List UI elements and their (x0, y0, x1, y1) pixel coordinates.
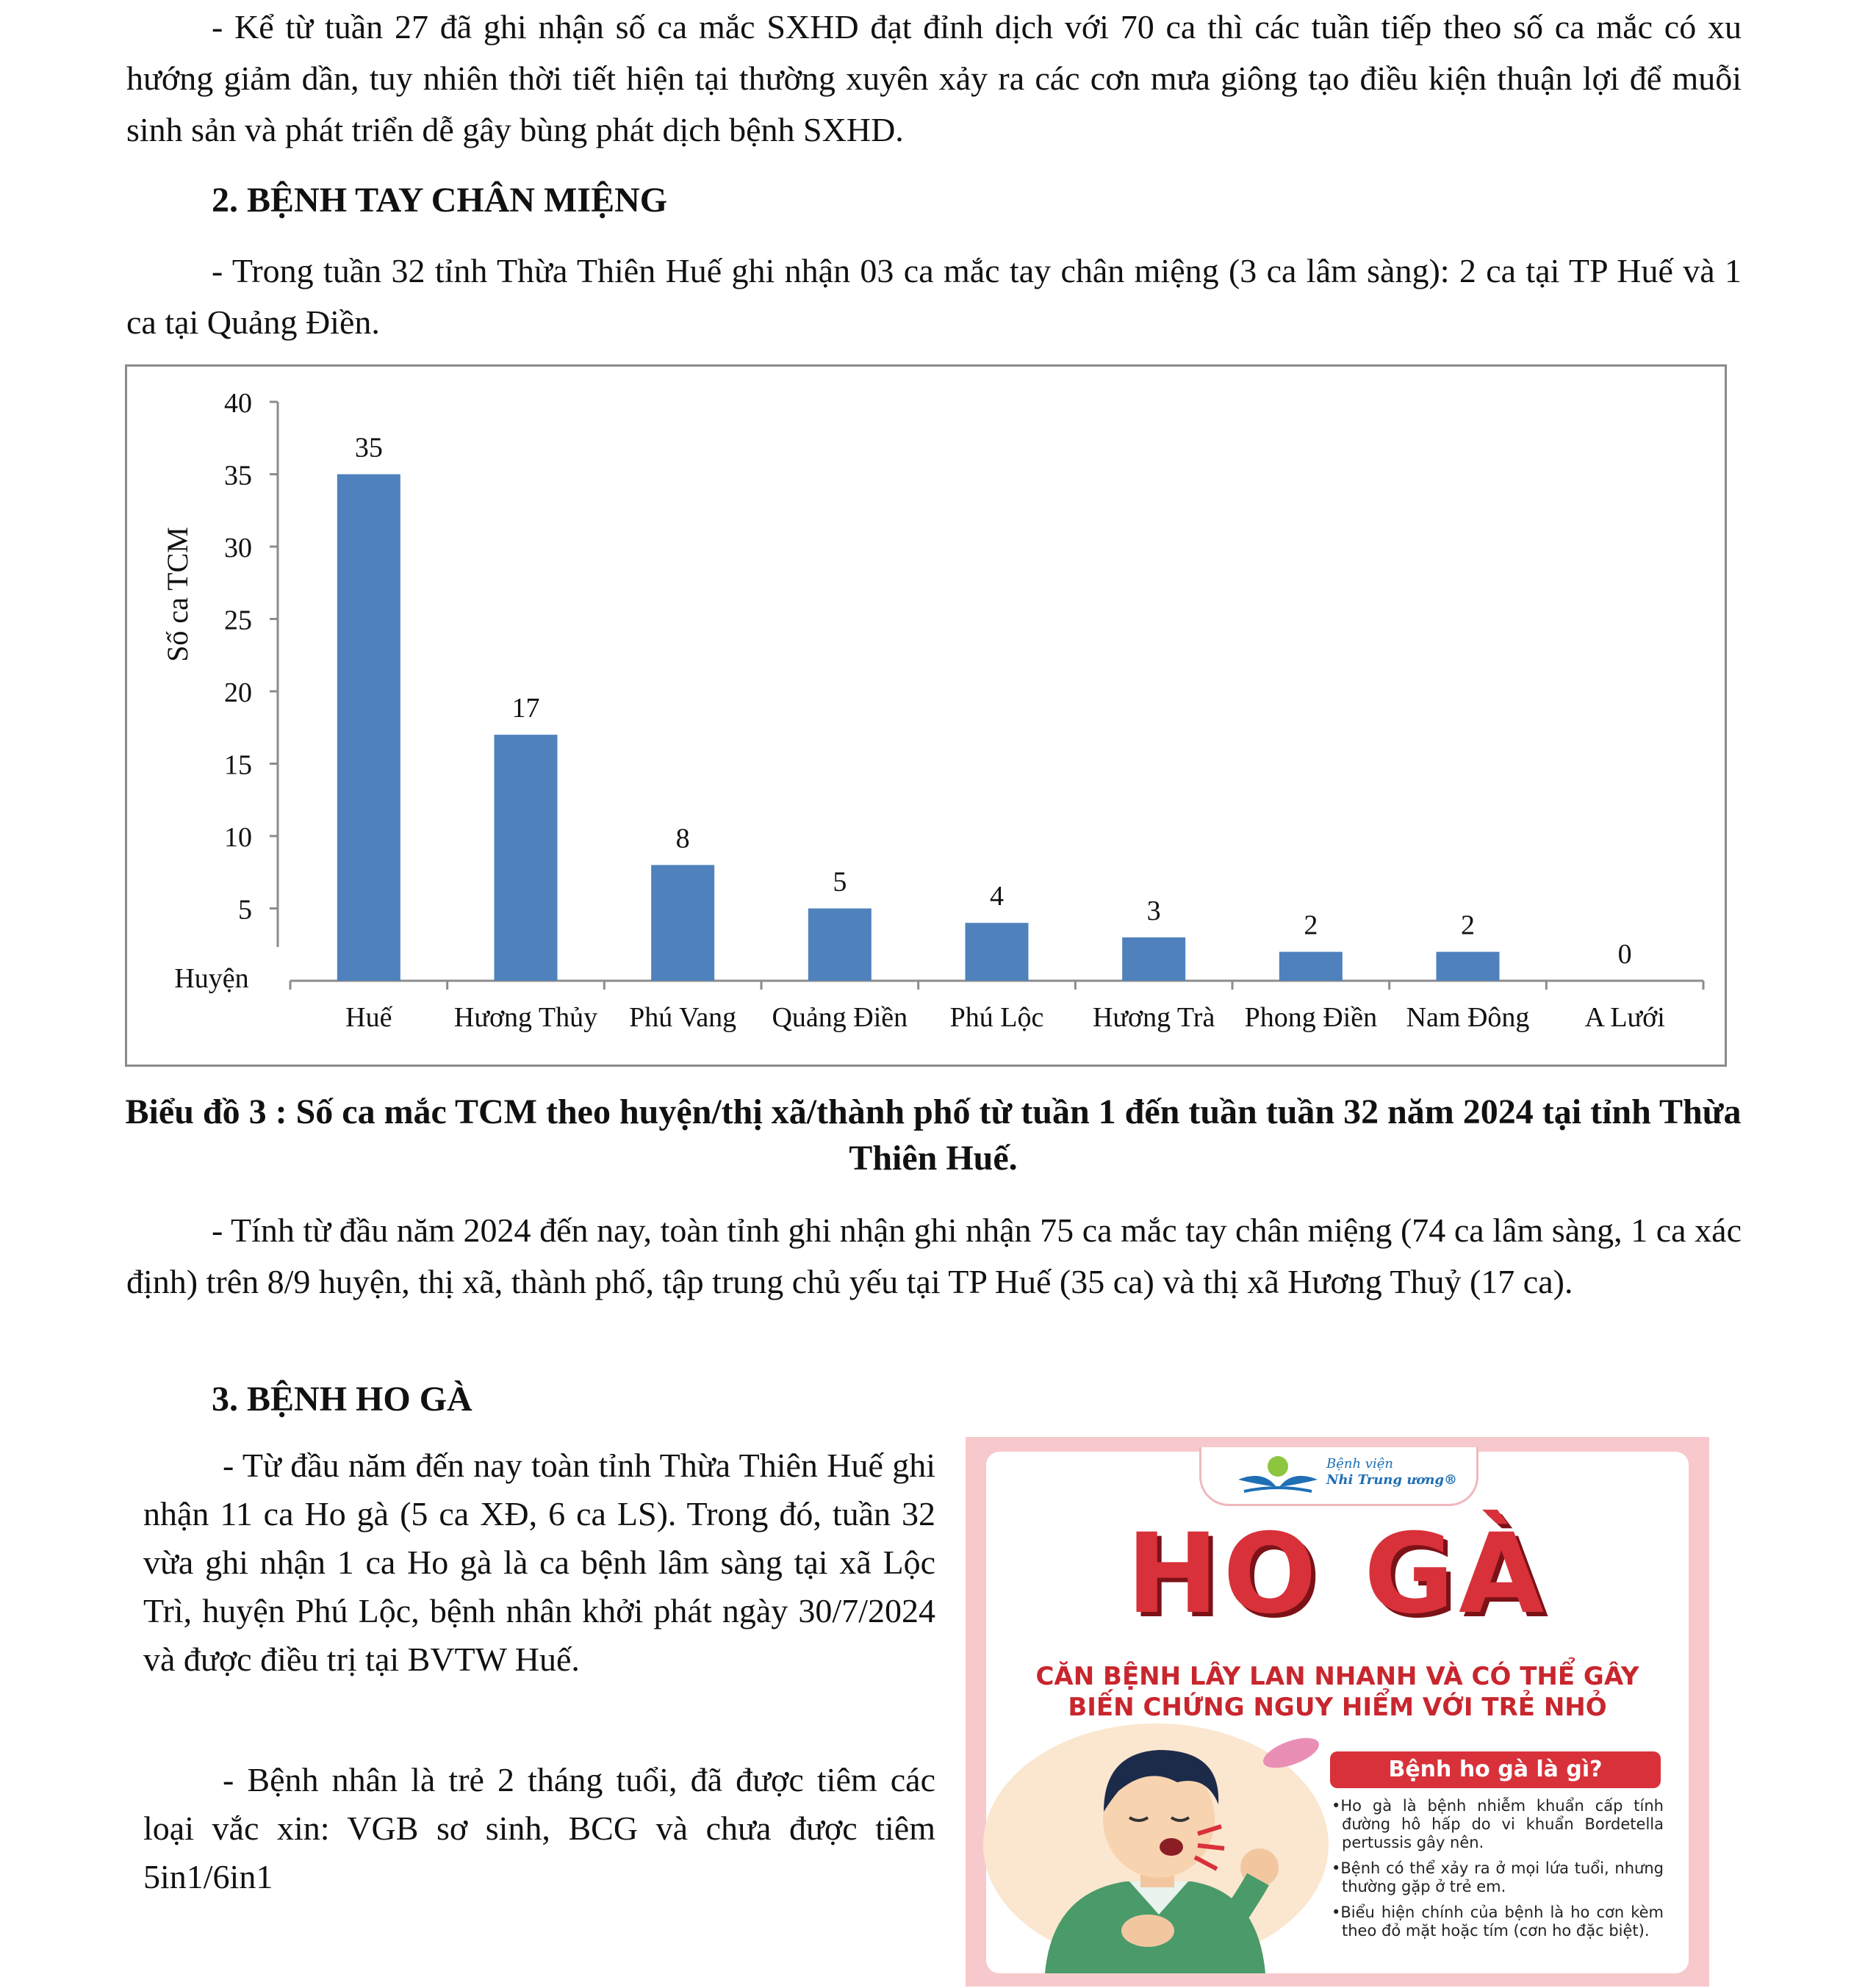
y-tick-label: 15 (224, 749, 252, 781)
hospital-leaf-icon (1234, 1455, 1322, 1499)
category-label: Huế (345, 1002, 392, 1033)
y-tick-label: 5 (238, 894, 252, 926)
bar-value-label: 2 (1461, 910, 1475, 941)
bar-6 (1279, 952, 1343, 981)
bar-value-label: 4 (990, 881, 1004, 912)
bar-value-label: 3 (1146, 895, 1161, 926)
bar-value-label: 8 (675, 823, 690, 854)
category-label: Phú Vang (629, 1002, 737, 1033)
section-2-paragraph-2: - Tính từ đầu năm 2024 đến nay, toàn tỉnh ghi nhận ghi nhận 75 ca mắc tay chân miệng (74 ca lâm sàng, 1 ca xác định) trên 8/9 huyện, thị xã, thành phố, tập trung chủ yếu tại TP Huế (35 ca) và thị xã Hương Thuỷ (17 ca). (126, 1211, 1742, 1300)
section-3-paragraph-1: - Từ đầu năm đến nay toàn tỉnh Thừa Thiên Huế ghi nhận 11 ca Ho gà (5 ca XĐ, 6 ca LS). Trong đó, tuần 32 vừa ghi nhận 1 ca Ho gà là ca bệnh lâm sàng tại xã Lộc Trì, huyện Phú Lộc, bệnh nhân khởi phát ngày 30/7/2024 và được điều trị tại BVTW Huế. (143, 1447, 935, 1678)
info-bullets (1332, 1797, 1664, 1948)
poster-title: HO GÀ (1126, 1510, 1549, 1638)
bar-value-label: 35 (354, 432, 383, 464)
category-label: Phú Lộc (949, 1002, 1044, 1033)
y-axis-label: Số ca TCM (161, 527, 194, 662)
chart-caption: Biểu đồ 3 : Số ca mắc TCM theo huyện/thị xã/thành phố từ tuần 1 đến tuần tuần 32 năm 2024 tại tỉnh Thừa Thiên Huế. (125, 1092, 1742, 1178)
section-2-paragraph-1: - Trong tuần 32 tỉnh Thừa Thiên Huế ghi nhận 03 ca mắc tay chân miệng (3 ca lâm sàng): 2 ca tại TP Huế và 1 ca tại Quảng Điền. (126, 252, 1742, 341)
poster-subtitle-2: BIẾN CHỨNG NGUY HIỂM VỚI TRẺ NHỎ (1068, 1693, 1607, 1722)
category-label: A Lưới (1584, 1002, 1665, 1033)
bar-3 (808, 909, 872, 982)
logo-line-1: Bệnh viện (1326, 1456, 1393, 1472)
category-label: Nam Đông (1406, 1002, 1530, 1033)
info-bullet: •Bệnh có thể xảy ra ở mọi lứa tuổi, nhưng thường gặp ở trẻ em. (1332, 1859, 1664, 1895)
tcm-bar-chart (125, 364, 1727, 1067)
logo-line-2: Nhi Trung ương® (1326, 1472, 1458, 1488)
section-3-heading: 3. BỆNH HO GÀ (212, 1380, 472, 1419)
bar-value-label: 2 (1304, 910, 1318, 941)
category-label: Quảng Điền (772, 1002, 908, 1033)
pertussis-poster (966, 1437, 1709, 1987)
bar-4 (966, 923, 1029, 981)
bar-7 (1437, 952, 1500, 981)
y-tick-label: 30 (224, 533, 252, 563)
y-tick-label: 20 (224, 677, 252, 708)
poster-subtitle-1: CĂN BỆNH LÂY LAN NHANH VÀ CÓ THỂ GÂY (1035, 1662, 1639, 1691)
intro-paragraph: - Kể từ tuần 27 đã ghi nhận số ca mắc SXHD đạt đỉnh dịch với 70 ca thì các tuần tiếp theo số ca mắc có xu hướng giảm dần, tuy nhiên thời tiết hiện tại thường xuyên xảy ra các cơn mưa giông tạo điều kiện thuận lợi để muỗi sinh sản và phát triển dễ gây bùng phát dịch bệnh SXHD. (126, 8, 1742, 148)
category-label: Hương Trà (1092, 1002, 1215, 1033)
bar-value-label: 0 (1617, 939, 1632, 970)
info-bullet: •Biểu hiện chính của bệnh là ho cơn kèm theo đỏ mặt hoặc tím (cơn ho đặc biệt). (1332, 1904, 1664, 1940)
category-label: Hương Thủy (453, 1002, 598, 1033)
bar-0 (337, 475, 400, 982)
bar-1 (495, 735, 558, 981)
section-3-paragraph-2: - Bệnh nhân là trẻ 2 tháng tuổi, đã được tiêm các loại vắc xin: VGB sơ sinh, BCG và chưa được tiêm 5in1/6in1 (143, 1761, 935, 1895)
info-box-title: Bệnh ho gà là gì? (1330, 1751, 1661, 1788)
bar-value-label: 5 (833, 866, 847, 898)
y-tick-label: 25 (224, 605, 252, 636)
y-tick-label: 10 (224, 822, 252, 853)
bar-2 (651, 865, 714, 981)
section-2-heading: 2. BỆNH TAY CHÂN MIỆNG (212, 181, 668, 220)
info-bullet: •Ho gà là bệnh nhiễm khuẩn cấp tính đường hô hấp do vi khuẩn Bordetella pertussis gây nên. (1332, 1797, 1664, 1851)
poster-card (986, 1452, 1689, 1973)
y-tick-label: 40 (224, 388, 252, 419)
x-axis-title: Huyện (174, 963, 249, 994)
bar-value-label: 17 (511, 693, 540, 724)
y-tick-label: 35 (224, 460, 252, 491)
coughing-man-illustration (1001, 1724, 1346, 1973)
bar-5 (1122, 937, 1185, 981)
category-label: Phong Điền (1244, 1002, 1378, 1033)
hospital-logo (1199, 1447, 1478, 1506)
